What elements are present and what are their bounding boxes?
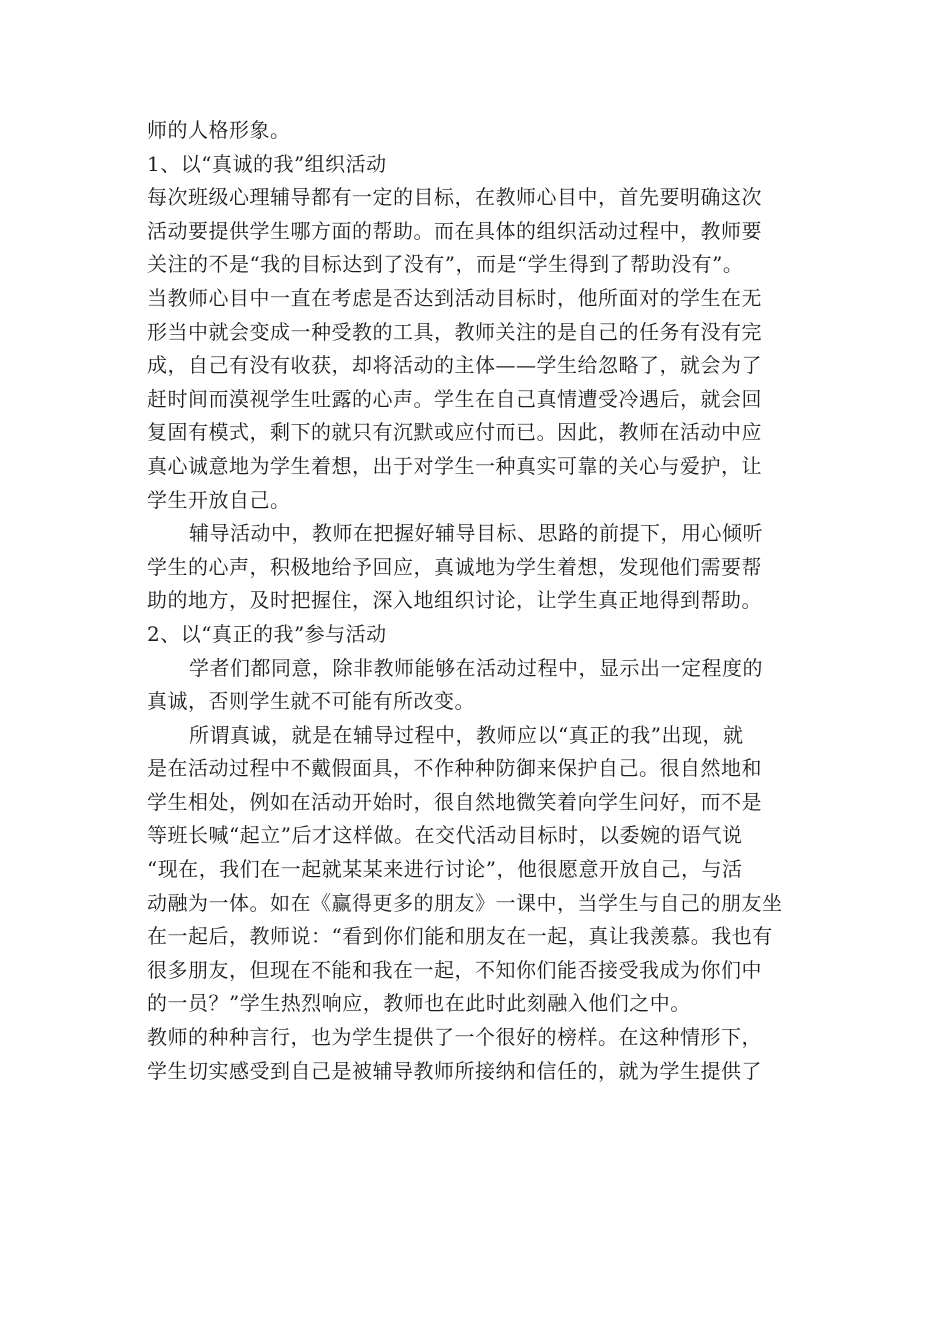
text-line: “现在，我们在一起就某某来进行讨论”，他很愿意开放自己，与活: [147, 857, 743, 882]
text-line: 学生开放自己。: [147, 487, 291, 512]
text-line: 活动要提供学生哪方面的帮助。而在具体的组织活动过程中，教师要: [147, 218, 762, 243]
text-line: 等班长喊“起立”后才这样做。在交代活动目标时，以委婉的语气说: [147, 823, 743, 848]
text-line: 复固有模式，剩下的就只有沉默或应付而已。因此，教师在活动中应: [147, 420, 762, 445]
text-line: 形当中就会变成一种受教的工具，教师关注的是自己的任务有没有完: [147, 319, 762, 344]
text-line: 学生切实感受到自己是被辅导教师所接纳和信任的，就为学生提供了: [147, 1058, 762, 1083]
section-heading: 1、以“真诚的我”组织活动: [147, 151, 387, 176]
text-line: 真心诚意地为学生着想，出于对学生一种真实可靠的关心与爱护，让: [147, 453, 762, 478]
text-line: 的一员？”学生热烈响应，教师也在此时此刻融入他们之中。: [147, 991, 691, 1016]
text-line: 所谓真诚，就是在辅导过程中，教师应以“真正的我”出现，就: [189, 722, 744, 747]
text-line: 真诚，否则学生就不可能有所改变。: [147, 689, 475, 714]
text-line: 很多朋友，但现在不能和我在一起，不知你们能否接受我成为你们中: [147, 957, 762, 982]
text-line: 动融为一体。如在《赢得更多的朋友》一课中，当学生与自己的朋友坐: [147, 890, 783, 915]
text-line: 每次班级心理辅导都有一定的目标，在教师心目中，首先要明确这次: [147, 185, 762, 210]
text-line: 当教师心目中一直在考虑是否达到活动目标时，他所面对的学生在无: [147, 285, 762, 310]
text-line: 学者们都同意，除非教师能够在活动过程中，显示出一定程度的: [189, 655, 763, 680]
text-line: 关注的不是“我的目标达到了没有”，而是“学生得到了帮助没有”。: [147, 252, 744, 277]
section-heading: 2、以“真正的我”参与活动: [147, 621, 387, 646]
text-line: 辅导活动中，教师在把握好辅导目标、思路的前提下，用心倾听: [189, 521, 763, 546]
text-line: 师的人格形象。: [147, 118, 291, 142]
text-line: 教师的种种言行，也为学生提供了一个很好的榜样。在这种情形下，: [147, 1025, 762, 1050]
text-line: 在一起后，教师说：“看到你们能和朋友在一起，真让我羡慕。我也有: [147, 924, 773, 949]
text-line: 赶时间而漠视学生吐露的心声。学生在自己真情遭受冷遇后，就会回: [147, 386, 762, 411]
text-line: 学生的心声，积极地给予回应，真诚地为学生着想，发现他们需要帮: [147, 554, 762, 579]
text-line: 成，自己有没有收获，却将活动的主体——学生给忽略了，就会为了: [147, 353, 762, 378]
text-line: 助的地方，及时把握住，深入地组织讨论，让学生真正地得到帮助。: [147, 588, 762, 613]
text-line: 学生相处，例如在活动开始时，很自然地微笑着向学生问好，而不是: [147, 789, 762, 814]
document-page: [147, 114, 807, 1088]
text-line: 是在活动过程中不戴假面具，不作种种防御来保护自己。很自然地和: [147, 756, 762, 781]
